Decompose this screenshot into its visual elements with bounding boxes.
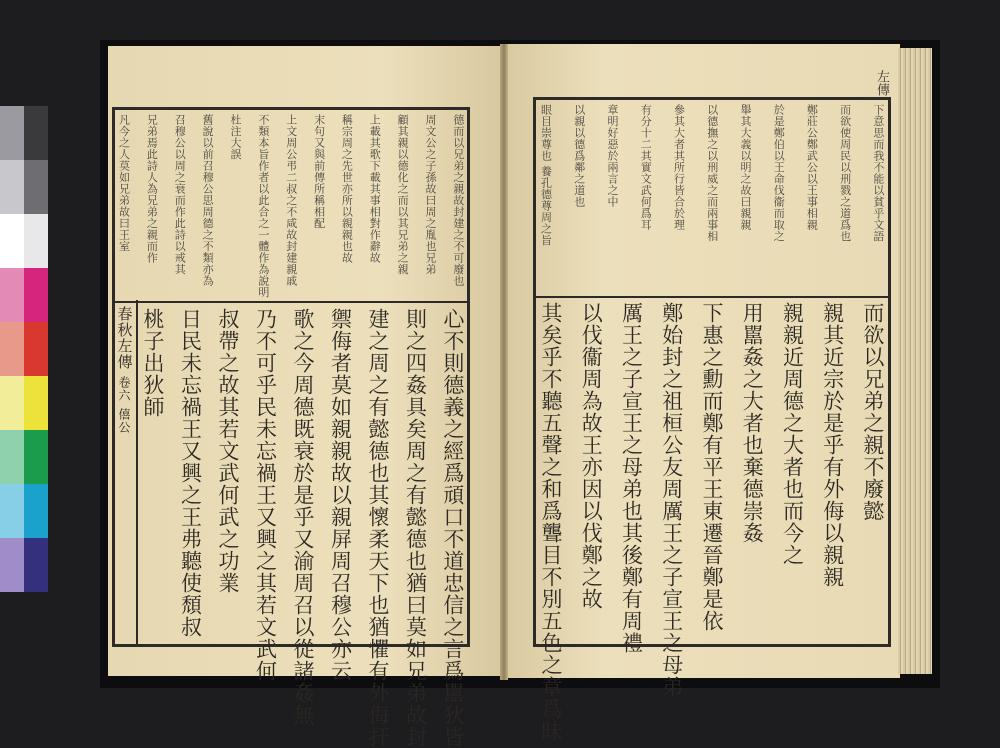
main-text-column: 用嚚姦之大者也棄德崇姦 [740,302,765,544]
commentary-column: 顧其親以德化之而以其兄弟之親 [396,114,410,275]
margin-volume: 卷六 [117,376,131,402]
commentary-column: 舊說以前召穆公思周德之不類亦為 [201,114,215,287]
commentary-column: 凡今之人莫如兄弟故曰王室 [117,114,131,252]
right-main-text-block [539,302,885,742]
book-spine [500,44,508,680]
commentary-column: 周文公之子孫故曰周之胤也兄弟 [424,114,437,275]
color-chip [0,268,24,322]
color-chip [0,160,24,214]
commentary-column: 章明好惡於兩言之中 [606,104,620,208]
color-chip [0,322,24,376]
main-text-column: 以伐衞周為故王亦因以伐鄭之故 [579,302,604,610]
commentary-column: 而欲使周民以刑戮之道爲也 [838,104,852,242]
margin-section: 僖公 [117,408,131,434]
main-text-column: 親親近周德之大者也而今之 [780,302,805,566]
color-chip [24,268,48,322]
color-chip [0,430,24,484]
main-text-column: 叔帶之故其若文武何武之功業 [216,308,241,594]
margin-book-title: 春秋左傳 [115,306,134,370]
commentary-column: 杜注大誤 [228,114,242,160]
commentary-column: 眼目崇尊也 養孔德尊周之旨 [539,104,553,246]
color-chip [24,106,48,160]
main-text-column: 則之四姦具矣周之有懿德也猶曰莫如兄弟故封 [403,308,428,748]
commentary-column: 以德撫之以刑威之而兩事相 [705,104,719,242]
color-chip [24,322,48,376]
commentary-column: 兄弟焉此詩人為兄弟之親而作 [145,114,159,264]
color-chip [24,430,48,484]
commentary-column: 上載其歌下載其事相對作辭故 [368,114,382,264]
main-text-column: 厲王之子宣王之母弟也其後鄭有周禮 [619,302,644,654]
main-text-column: 乃不可乎民未忘禍王又興之其若文武何 [253,308,278,682]
color-chip [24,214,48,268]
color-chip [0,214,24,268]
commentary-column: 以親以德爲鄰之道也 [572,104,586,208]
color-chip [24,376,48,430]
main-text-column: 親其近宗於是乎有外侮以親親 [820,302,845,588]
commentary-column: 鄭莊公鄭武公以王事相親 [805,104,819,231]
color-chip [0,376,24,430]
main-text-column: 鄭始封之祖桓公友周厲王之子宣王之母弟 [659,302,684,698]
commentary-column: 不類本旨作者以此合之一體作為說明 [256,114,270,298]
color-chip [0,106,24,160]
main-text-column: 其矣乎不聽五聲之和爲聾目不別五色之章爲昧 [539,302,564,742]
commentary-column: 上文周公弔二叔之不咸故封建親戚 [284,114,298,287]
main-text-column: 下惠之勳而鄭有平王東遷晉鄭是依 [699,302,724,632]
right-commentary-block [540,104,884,291]
left-commentary-block [118,114,464,296]
commentary-column: 參其大者其所行皆合於理 [672,104,686,231]
left-main-text-block [141,308,465,748]
color-chip [0,484,24,538]
commentary-column: 下意思而我不能以貧乎文語 [871,104,885,242]
right-page-divider [533,296,891,298]
color-chip [24,160,48,214]
main-text-column: 日民未忘禍王又興之王弗聽使頹叔 [178,308,203,638]
commentary-column: 於是鄭伯以王命伐衞而取之 [772,104,786,242]
color-chip [24,484,48,538]
left-margin-column [112,300,138,647]
main-text-column: 心不則德義之經爲頑口不道忠信之言爲嚚狄皆 [440,308,465,748]
color-checker-strip [0,106,48,594]
page-edges [898,48,932,674]
main-text-column: 建之周之有懿德也其懷柔天下也猶懼有外侮扞 [365,308,390,748]
right-corner-title: 左傳 [874,70,889,96]
color-chip [0,538,24,592]
commentary-column: 舉其大義以明之故曰親親 [738,104,752,231]
main-text-column: 歌之今周德既衰於是乎又渝周召以從諸姦無 [290,308,315,726]
commentary-column: 稱宗周之先世亦所以親親也故 [340,114,354,264]
commentary-column: 召穆公以周之衰而作此詩以戒其 [173,114,187,275]
commentary-column: 有分十二其實文武何爲耳 [639,104,653,231]
commentary-column: 德而以兄弟之親故封建之不可廢也 [451,114,465,287]
color-chip [24,538,48,592]
main-text-column: 而欲以兄弟之親不廢懿 [860,302,885,522]
commentary-column: 末句又與前傳所稱相配 [312,114,326,229]
left-page-divider [112,301,470,303]
main-text-column: 桃子出狄師 [141,308,166,418]
main-text-column: 禦侮者莫如親親故以親屏周召穆公亦云 [328,308,353,682]
